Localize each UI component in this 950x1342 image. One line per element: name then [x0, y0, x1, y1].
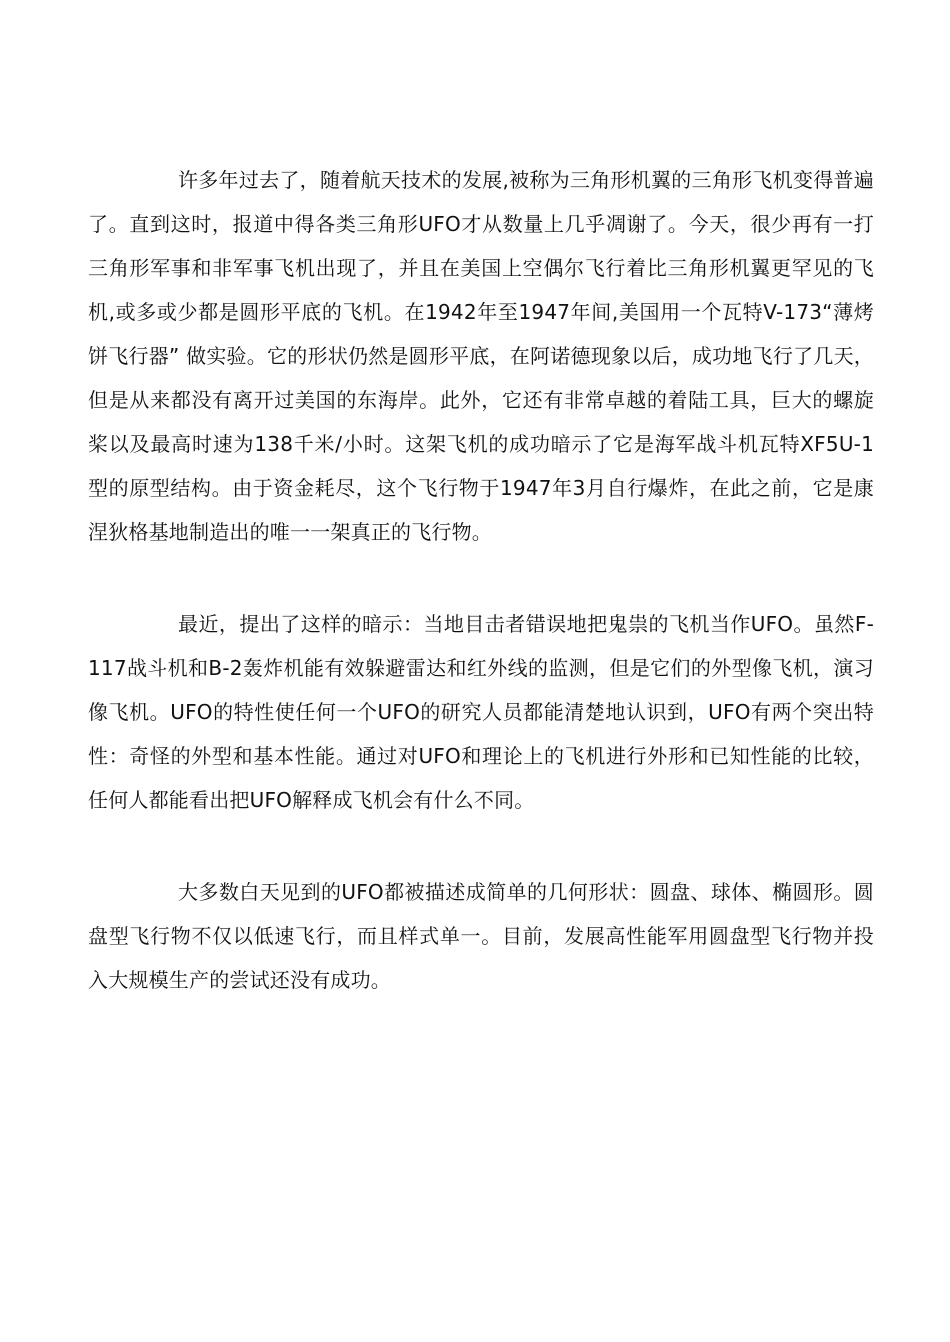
paragraph-1: 许多年过去了，随着航天技术的发展,被称为三角形机翼的三角形飞机变得普遍了。直到这时，报道中得各类三角形UFO才从数量上几乎凋谢了。今天，很少再有一打三角形军事和非军事飞机出现了，并且在美国上空偶尔飞行着比三角形机翼更罕见的飞机,或多或少都是圆形平底的飞机。在1942年至1947年间,美国用一个瓦特V-173“薄烤饼飞行器” 做实验。它的形状仍然是圆形平底，在阿诺德现象以后，成功地飞行了几天，但是从来都没有离开过美国的东海岸。此外，它还有非常卓越的着陆工具，巨大的螺旋桨以及最高时速为138千米/小时。这架飞机的成功暗示了它是海军战斗机瓦特XF5U-1型的原型结构。由于资金耗尽，这个飞行物于1947年3月自行爆炸，在此之前，它是康涅狄格基地制造出的唯一一架真正的飞行物。	[88, 168, 874, 544]
paragraph-2: 最近，提出了这样的暗示：当地目击者错误地把鬼祟的飞机当作UFO。虽然F-117战斗机和B-2轰炸机能有效躲避雷达和红外线的监测，但是它们的外型像飞机，演习像飞机。UFO的特性使任何一个UFO的研究人员都能清楚地认识到，UFO有两个突出特性：奇怪的外型和基本性能。通过对UFO和理论上的飞机进行外形和已知性能的比较，任何人都能看出把UFO解释成飞机会有什么不同。	[88, 612, 874, 812]
paragraph-3: 大多数白天见到的UFO都被描述成简单的几何形状：圆盘、球体、椭圆形。圆盘型飞行物不仅以低速飞行，而且样式单一。目前，发展高性能军用圆盘型飞行物并投入大规模生产的尝试还没有成功。	[88, 880, 874, 992]
document-body	[88, 158, 874, 1002]
